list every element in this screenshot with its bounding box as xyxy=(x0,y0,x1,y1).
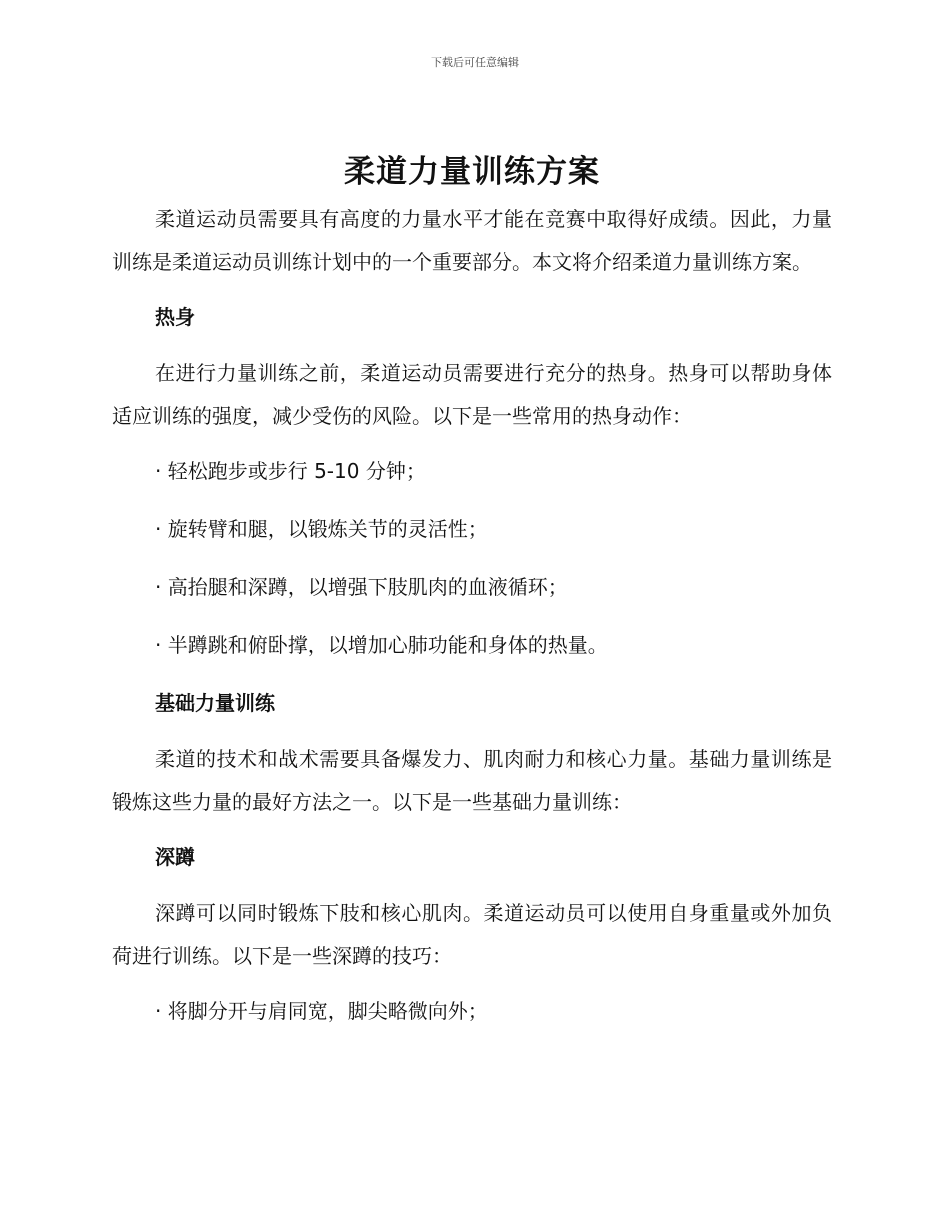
document-body xyxy=(112,150,832,1046)
section-heading-warmup: 热身 xyxy=(155,305,195,329)
section-heading-basic-strength: 基础力量训练 xyxy=(155,691,275,715)
section-heading-squat: 深蹲 xyxy=(155,845,195,869)
list-item: · 旋转臂和腿，以锻炼关节的灵活性； xyxy=(155,517,488,541)
basic-strength-paragraph: 柔道的技术和战术需要具备爆发力、肌肉耐力和核心力量。基础力量训练是锻炼这些力量的最好方法之一。以下是一些基础力量训练： xyxy=(112,747,832,814)
header-note: 下载后可任意编辑 xyxy=(431,56,519,69)
list-item: · 轻松跑步或步行 5-10 分钟； xyxy=(155,459,426,483)
document-title: 柔道力量训练方案 xyxy=(344,154,600,190)
list-item: · 将脚分开与肩同宽，脚尖略微向外； xyxy=(155,999,488,1023)
list-item: · 高抬腿和深蹲，以增强下肢肌肉的血液循环； xyxy=(155,575,568,599)
warmup-paragraph: 在进行力量训练之前，柔道运动员需要进行充分的热身。热身可以帮助身体适应训练的强度，减少受伤的风险。以下是一些常用的热身动作： xyxy=(112,361,832,428)
intro-paragraph: 柔道运动员需要具有高度的力量水平才能在竞赛中取得好成绩。因此，力量训练是柔道运动员训练计划中的一个重要部分。本文将介绍柔道力量训练方案。 xyxy=(112,207,832,274)
list-item: · 半蹲跳和俯卧撑，以增加心肺功能和身体的热量。 xyxy=(155,633,608,657)
squat-paragraph: 深蹲可以同时锻炼下肢和核心肌肉。柔道运动员可以使用自身重量或外加负荷进行训练。以下是一些深蹲的技巧： xyxy=(112,901,832,968)
